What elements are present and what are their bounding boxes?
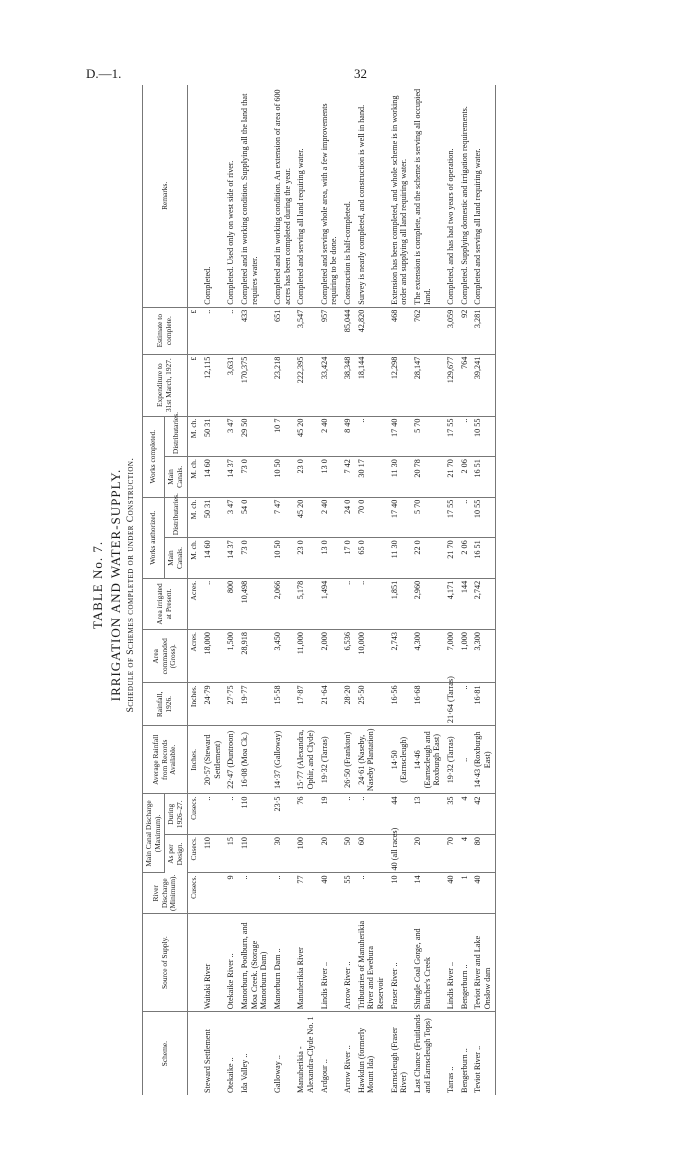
cell-river-discharge: .. (238, 873, 271, 914)
cell-avg-rainfall: 19·32 (Tarras) (318, 726, 341, 794)
cell-area-irrigated: 4,171 (444, 578, 458, 629)
cell-wc-main: 13 0 (318, 457, 341, 498)
unit-label: M. ch. (187, 538, 200, 579)
cell-wc-main: 30 17 (355, 457, 388, 498)
cell-river-discharge: 40 (471, 873, 495, 914)
cell-wa-dist: 54 0 (238, 497, 271, 538)
cell-remarks: Completed and serving all land requiring water. (471, 85, 495, 307)
cell-wc-dist: 10 7 (271, 416, 294, 457)
cell-remarks: Completed and serving all land requiring water. (294, 85, 317, 307)
unit-label: £ (187, 307, 200, 354)
cell-design: 40 (all races) (388, 835, 411, 873)
cell-rainfall: 27·75 (224, 683, 238, 726)
col-wa-main-canals: Main Canals. (165, 538, 187, 579)
cell-rainfall: 15·58 (271, 683, 294, 726)
col-during: During 1926–27. (165, 794, 187, 835)
cell-source: Bengerburn .. (458, 914, 472, 1012)
cell-wc-dist: 50 31 (201, 416, 224, 457)
cell-area-irrigated: .. (341, 578, 355, 629)
cell-rainfall: 28·20 (341, 683, 355, 726)
col-wc-distributaries: Distributaries. (165, 416, 187, 457)
cell-avg-rainfall: 22·47 (Duntroon) (224, 726, 238, 794)
page-section-label: D.—1. (86, 66, 122, 81)
cell-design: 30 (271, 835, 294, 873)
cell-area-commanded: 28,918 (238, 630, 271, 683)
cell-area-irrigated: 10,498 (238, 578, 271, 629)
table-row (224, 85, 238, 1095)
table-row (388, 85, 411, 1095)
cell-source: Waitaki River (201, 914, 224, 1012)
cell-expenditure: 38,348 (341, 354, 355, 416)
cell-avg-rainfall: 14·43 (Roxburgh East) (471, 726, 495, 794)
table-row (294, 85, 317, 1095)
table-row (444, 85, 458, 1095)
cell-rainfall: 21·64 (Tarras) (444, 683, 458, 726)
cell-area-irrigated: .. (201, 578, 224, 629)
cell-source: Lindis River .. (318, 914, 341, 1012)
cell-wa-dist: 7 47 (271, 497, 294, 538)
cell-wa-dist: 3 47 (224, 497, 238, 538)
cell-expenditure: 129,677 (444, 354, 458, 416)
cell-during: 13 (411, 794, 444, 835)
cell-wc-dist: 5 70 (411, 416, 444, 457)
table-row (271, 85, 294, 1095)
col-river-discharge: River Discharge (Minimum). (143, 873, 188, 914)
cell-avg-rainfall: 26·50 (Frankton) (341, 726, 355, 794)
cell-wc-dist: .. (355, 416, 388, 457)
cell-wc-dist: .. (458, 416, 472, 457)
unit-label: Inches. (187, 683, 200, 726)
cell-design: 110 (201, 835, 224, 873)
cell-avg-rainfall: 20·57 (Steward Settlement) (201, 726, 224, 794)
cell-wc-dist: 17 55 (444, 416, 458, 457)
cell-estimate: 433 (238, 307, 271, 354)
cell-scheme: Tarras .. (446, 1066, 455, 1093)
cell-avg-rainfall: 16·08 (Moa Ck.) (238, 726, 271, 794)
cell-rainfall: 21·64 (318, 683, 341, 726)
cell-area-commanded: 1,000 (458, 630, 472, 683)
cell-area-commanded: 2,743 (388, 630, 411, 683)
cell-area-irrigated: 800 (224, 578, 238, 629)
table-body (187, 85, 495, 1095)
table-row (471, 85, 495, 1095)
cell-during: 35 (444, 794, 458, 835)
cell-estimate: .. (224, 307, 238, 354)
cell-area-commanded: 1,500 (224, 630, 238, 683)
cell-source: Otekaike River .. (224, 914, 238, 1012)
cell-avg-rainfall: .. (458, 726, 472, 794)
cell-expenditure: 222,395 (294, 354, 317, 416)
cell-estimate: .. (201, 307, 224, 354)
cell-expenditure: 3,631 (224, 354, 238, 416)
cell-source: Tributaries of Manuherikia River and Ewebura Reservoir (355, 914, 388, 1012)
cell-area-commanded: 18,000 (201, 630, 224, 683)
cell-wc-dist: 2 40 (318, 416, 341, 457)
cell-area-commanded: 10,000 (355, 630, 388, 683)
cell-design: 100 (294, 835, 317, 873)
cell-during: 110 (238, 794, 271, 835)
cell-avg-rainfall: 14·37 (Galloway) (271, 726, 294, 794)
cell-design: 20 (318, 835, 341, 873)
cell-river-discharge: 77 (294, 873, 317, 914)
cell-source: Manuherikia River (294, 914, 317, 1012)
cell-source: Fraser River .. (388, 914, 411, 1012)
cell-wc-main: 2 06 (458, 457, 472, 498)
cell-during: 76 (294, 794, 317, 835)
table-row (318, 85, 341, 1095)
cell-during: .. (341, 794, 355, 835)
cell-wc-main: 7 42 (341, 457, 355, 498)
unit-label: Cusecs. (187, 835, 200, 873)
cell-design: 110 (238, 835, 271, 873)
cell-rainfall: 16·56 (388, 683, 411, 726)
table-row (411, 85, 444, 1095)
cell-area-irrigated: .. (355, 578, 388, 629)
cell-source: Teviot River and Lake Onslow dam (471, 914, 495, 1012)
cell-area-commanded: 6,536 (341, 630, 355, 683)
cell-wa-dist: 24 0 (341, 497, 355, 538)
cell-avg-rainfall: 14·50 (Earnscleugh) (388, 726, 411, 794)
cell-river-discharge: 9 (224, 873, 238, 914)
unit-label: Acres. (187, 578, 200, 629)
cell-expenditure: 764 (458, 354, 472, 416)
cell-wc-main: 20 78 (411, 457, 444, 498)
cell-wa-dist: 2 40 (318, 497, 341, 538)
cell-design: 15 (224, 835, 238, 873)
cell-expenditure: 28,147 (411, 354, 444, 416)
cell-wa-dist: 5 70 (411, 497, 444, 538)
table-description: Schedule of Schemes completed or under Construction. (126, 457, 136, 713)
cell-scheme: Manuherikia - Alexandra-Clyde No. 1 (296, 1016, 315, 1093)
cell-design: 70 (444, 835, 458, 873)
cell-wa-dist: 45 20 (294, 497, 317, 538)
cell-area-irrigated: 2,960 (411, 578, 444, 629)
cell-rainfall: 25·50 (355, 683, 388, 726)
cell-expenditure: 12,115 (201, 354, 224, 416)
cell-estimate: 42,820 (355, 307, 388, 354)
col-as-per-design: As per Design. (165, 835, 187, 873)
col-rainfall-1926: Rainfall, 1926. (143, 683, 188, 726)
cell-river-discharge: .. (271, 873, 294, 914)
cell-wc-main: 14 37 (224, 457, 238, 498)
cell-rainfall: .. (458, 683, 472, 726)
cell-wa-dist: 17 40 (388, 497, 411, 538)
unit-label: M. ch. (187, 416, 200, 457)
cell-scheme: Earnscleugh (Fraser River) (389, 1027, 409, 1093)
cell-wc-main: 23 0 (294, 457, 317, 498)
cell-river-discharge: 1 (458, 873, 472, 914)
cell-scheme: Arrow River .. (342, 1045, 352, 1093)
cell-wa-dist: 50 31 (201, 497, 224, 538)
cell-remarks: Completed and in working condition. An extension of area of 600 acres has been completed during the year. (271, 85, 294, 307)
cell-estimate: 957 (318, 307, 341, 354)
cell-wa-dist: 10 55 (471, 497, 495, 538)
cell-river-discharge: 40 (318, 873, 341, 914)
cell-area-irrigated: 144 (458, 578, 472, 629)
cell-source: Lindis River .. (444, 914, 458, 1012)
cell-area-irrigated: 2,066 (271, 578, 294, 629)
cell-wc-main: 16 51 (471, 457, 495, 498)
cell-avg-rainfall: 15·77 (Alexandra, Ophir, and Clyde) (294, 726, 317, 794)
cell-avg-rainfall: 14·46 (Earnscleugh and Roxburgh East) (411, 726, 444, 794)
cell-wc-dist: 3 47 (224, 416, 238, 457)
cell-source: Manorburn Dam .. (271, 914, 294, 1012)
cell-area-commanded: 4,300 (411, 630, 444, 683)
cell-wa-dist: .. (458, 497, 472, 538)
cell-expenditure: 170,375 (238, 354, 271, 416)
cell-river-discharge: 10 (388, 873, 411, 914)
cell-area-irrigated: 2,742 (471, 578, 495, 629)
cell-rainfall: 17·87 (294, 683, 317, 726)
col-wc-main-canals: Main Canals. (165, 457, 187, 498)
cell-scheme: Steward Settlement (202, 1029, 212, 1093)
table-subtitle: IRRIGATION AND WATER-SUPPLY. (108, 468, 123, 702)
cell-estimate: 3,059 (444, 307, 458, 354)
cell-estimate: 3,547 (294, 307, 317, 354)
col-wa-distributaries: Distributaries. (165, 497, 187, 538)
unit-label: M. ch. (187, 497, 200, 538)
cell-during: .. (201, 794, 224, 835)
cell-remarks: Completed and in working condition. Supplying all the land that requires water. (238, 85, 271, 307)
cell-estimate: 468 (388, 307, 411, 354)
cell-source: Shingle Coal Gorge, and Butcher's Creek (411, 914, 444, 1012)
cell-wa-main: 73 0 (238, 538, 271, 579)
cell-wc-dist: 8 49 (341, 416, 355, 457)
col-area-irrigated: Area irrigated at Present. (143, 578, 188, 629)
cell-during: 44 (388, 794, 411, 835)
table-row (238, 85, 271, 1095)
cell-expenditure: 33,424 (318, 354, 341, 416)
cell-scheme: Galloway .. (272, 1055, 282, 1093)
cell-remarks: Completed, and has had two years of operation. (444, 85, 458, 307)
cell-expenditure: 18,144 (355, 354, 388, 416)
cell-remarks: Construction is half-completed. (341, 85, 355, 307)
cell-design: 50 (341, 835, 355, 873)
cell-area-commanded: 11,000 (294, 630, 317, 683)
table-header (143, 85, 188, 1095)
col-works-authorized: Works authorized. (143, 497, 165, 578)
cell-design: 4 (458, 835, 472, 873)
cell-wa-main: 21 70 (444, 538, 458, 579)
cell-remarks: Completed. Used only on west side of river. (224, 85, 238, 307)
cell-remarks: Completed. (201, 85, 224, 307)
cell-expenditure: 23,218 (271, 354, 294, 416)
page-number: 32 (354, 66, 367, 81)
cell-scheme: Teviot River .. (471, 1012, 495, 1095)
cell-wc-dist: 29 50 (238, 416, 271, 457)
cell-wc-main: 10 50 (271, 457, 294, 498)
cell-wc-main: 14 60 (201, 457, 224, 498)
cell-area-irrigated: 1,494 (318, 578, 341, 629)
cell-remarks: The extension is complete, and the scheme is serving all occupied land. (411, 85, 444, 307)
cell-wa-main: 10 50 (271, 538, 294, 579)
cell-source: Arrow River .. (341, 914, 355, 1012)
cell-expenditure: 39,241 (471, 354, 495, 416)
cell-area-commanded: 3,300 (471, 630, 495, 683)
cell-estimate: 3,281 (471, 307, 495, 354)
unit-label: Cusecs. (187, 873, 200, 914)
cell-avg-rainfall: 19·32 (Tarras) (444, 726, 458, 794)
col-main-canal-discharge: Main Canal Discharge (Maximum). (143, 794, 165, 873)
cell-wc-main: 21 70 (444, 457, 458, 498)
cell-wc-dist: 17 40 (388, 416, 411, 457)
cell-wa-main: 2 06 (458, 538, 472, 579)
cell-wc-main: 11 30 (388, 457, 411, 498)
unit-label: £ (187, 354, 200, 416)
cell-wa-main: 16 51 (471, 538, 495, 579)
cell-during: 19 (318, 794, 341, 835)
col-works-completed: Works completed. (143, 416, 165, 497)
table-row (341, 85, 355, 1095)
unit-label: Cusecs. (187, 794, 200, 835)
cell-wc-dist: 10 55 (471, 416, 495, 457)
cell-river-discharge: 55 (341, 873, 355, 914)
cell-design: 80 (471, 835, 495, 873)
cell-estimate: 92 (458, 307, 472, 354)
cell-wa-main: 11 30 (388, 538, 411, 579)
cell-wc-main: 73 0 (238, 457, 271, 498)
col-average-rainfall: Average Rainfall from Records Available. (143, 726, 188, 794)
cell-during: .. (224, 794, 238, 835)
cell-area-irrigated: 5,178 (294, 578, 317, 629)
col-scheme: Scheme. (143, 1012, 188, 1095)
cell-river-discharge (201, 873, 224, 914)
cell-wa-main: 14 60 (201, 538, 224, 579)
cell-scheme: Last Chance (Fruitlands and Earnscleugh Tops) (412, 1014, 432, 1093)
cell-rainfall: 24·79 (201, 683, 224, 726)
cell-remarks: Survey is nearly completed, and construction is well in hand. (355, 85, 388, 307)
cell-area-commanded: 7,000 (444, 630, 458, 683)
cell-rainfall: 19·77 (238, 683, 271, 726)
cell-during: 42 (471, 794, 495, 835)
cell-scheme: Otekaike .. (226, 1057, 236, 1093)
cell-source: Manorburn, Poolburn, and Moa Creek. (Storage Manorburn Dam) (238, 914, 271, 1012)
cell-wa-dist: 70 0 (355, 497, 388, 538)
cell-estimate: 85,044 (341, 307, 355, 354)
cell-avg-rainfall: 24·61 (Naseby, Naseby Plantation) (355, 726, 388, 794)
col-estimate: Estimate to complete. (143, 307, 188, 354)
cell-during: .. (355, 794, 388, 835)
cell-wa-main: 65 0 (355, 538, 388, 579)
cell-scheme: Hawkdun (formerly Mount Ida) (356, 1027, 376, 1093)
units-row (187, 85, 200, 1095)
cell-area-commanded: 2,000 (318, 630, 341, 683)
cell-wa-main: 17 0 (341, 538, 355, 579)
cell-wa-main: 13 0 (318, 538, 341, 579)
cell-expenditure: 12,298 (388, 354, 411, 416)
cell-during: 4 (458, 794, 472, 835)
col-remarks: Remarks. (143, 85, 188, 307)
cell-design: 60 (355, 835, 388, 873)
cell-remarks: Completed. Supplying domestic and irrigation requirements. (458, 85, 472, 307)
cell-wa-dist: 17 55 (444, 497, 458, 538)
cell-area-commanded: 3,450 (271, 630, 294, 683)
cell-remarks: Completed and serving whole area, with a few improvements requiring to be done. (318, 85, 341, 307)
cell-during: 23·5 (271, 794, 294, 835)
col-source: Source of Supply. (143, 914, 188, 1012)
cell-river-discharge: 40 (444, 873, 458, 914)
unit-label: Acres. (187, 630, 200, 683)
unit-label: Inches. (187, 726, 200, 794)
cell-scheme: Ardgour .. (319, 1059, 329, 1093)
cell-scheme: Ida Valley .. (239, 1053, 249, 1093)
cell-wa-main: 23 0 (294, 538, 317, 579)
cell-design: 20 (411, 835, 444, 873)
cell-rainfall: 16·81 (471, 683, 495, 726)
col-area-commanded: Area commanded (Gross). (143, 630, 188, 683)
cell-estimate: 762 (411, 307, 444, 354)
cell-estimate: 651 (271, 307, 294, 354)
table-row (355, 85, 388, 1095)
cell-wa-main: 22 0 (411, 538, 444, 579)
table-title: TABLE No. 7. (90, 540, 105, 630)
cell-wa-main: 14 37 (224, 538, 238, 579)
schedule-table (142, 85, 496, 1095)
cell-scheme: Bengerburn .. (459, 1048, 469, 1093)
cell-remarks: Extension has been completed, and whole scheme is in working order and supplying all land requiring water. (388, 85, 411, 307)
table-row (201, 85, 224, 1095)
cell-rainfall: 16·68 (411, 683, 444, 726)
col-expenditure: Expenditure to 31st March, 1927. (143, 354, 188, 416)
cell-wc-dist: 45 20 (294, 416, 317, 457)
rotated-table-block (90, 75, 650, 1095)
unit-label: M. ch. (187, 457, 200, 498)
cell-river-discharge: 14 (411, 873, 444, 914)
cell-area-irrigated: 1,851 (388, 578, 411, 629)
cell-river-discharge: .. (355, 873, 388, 914)
table-row (458, 85, 472, 1095)
